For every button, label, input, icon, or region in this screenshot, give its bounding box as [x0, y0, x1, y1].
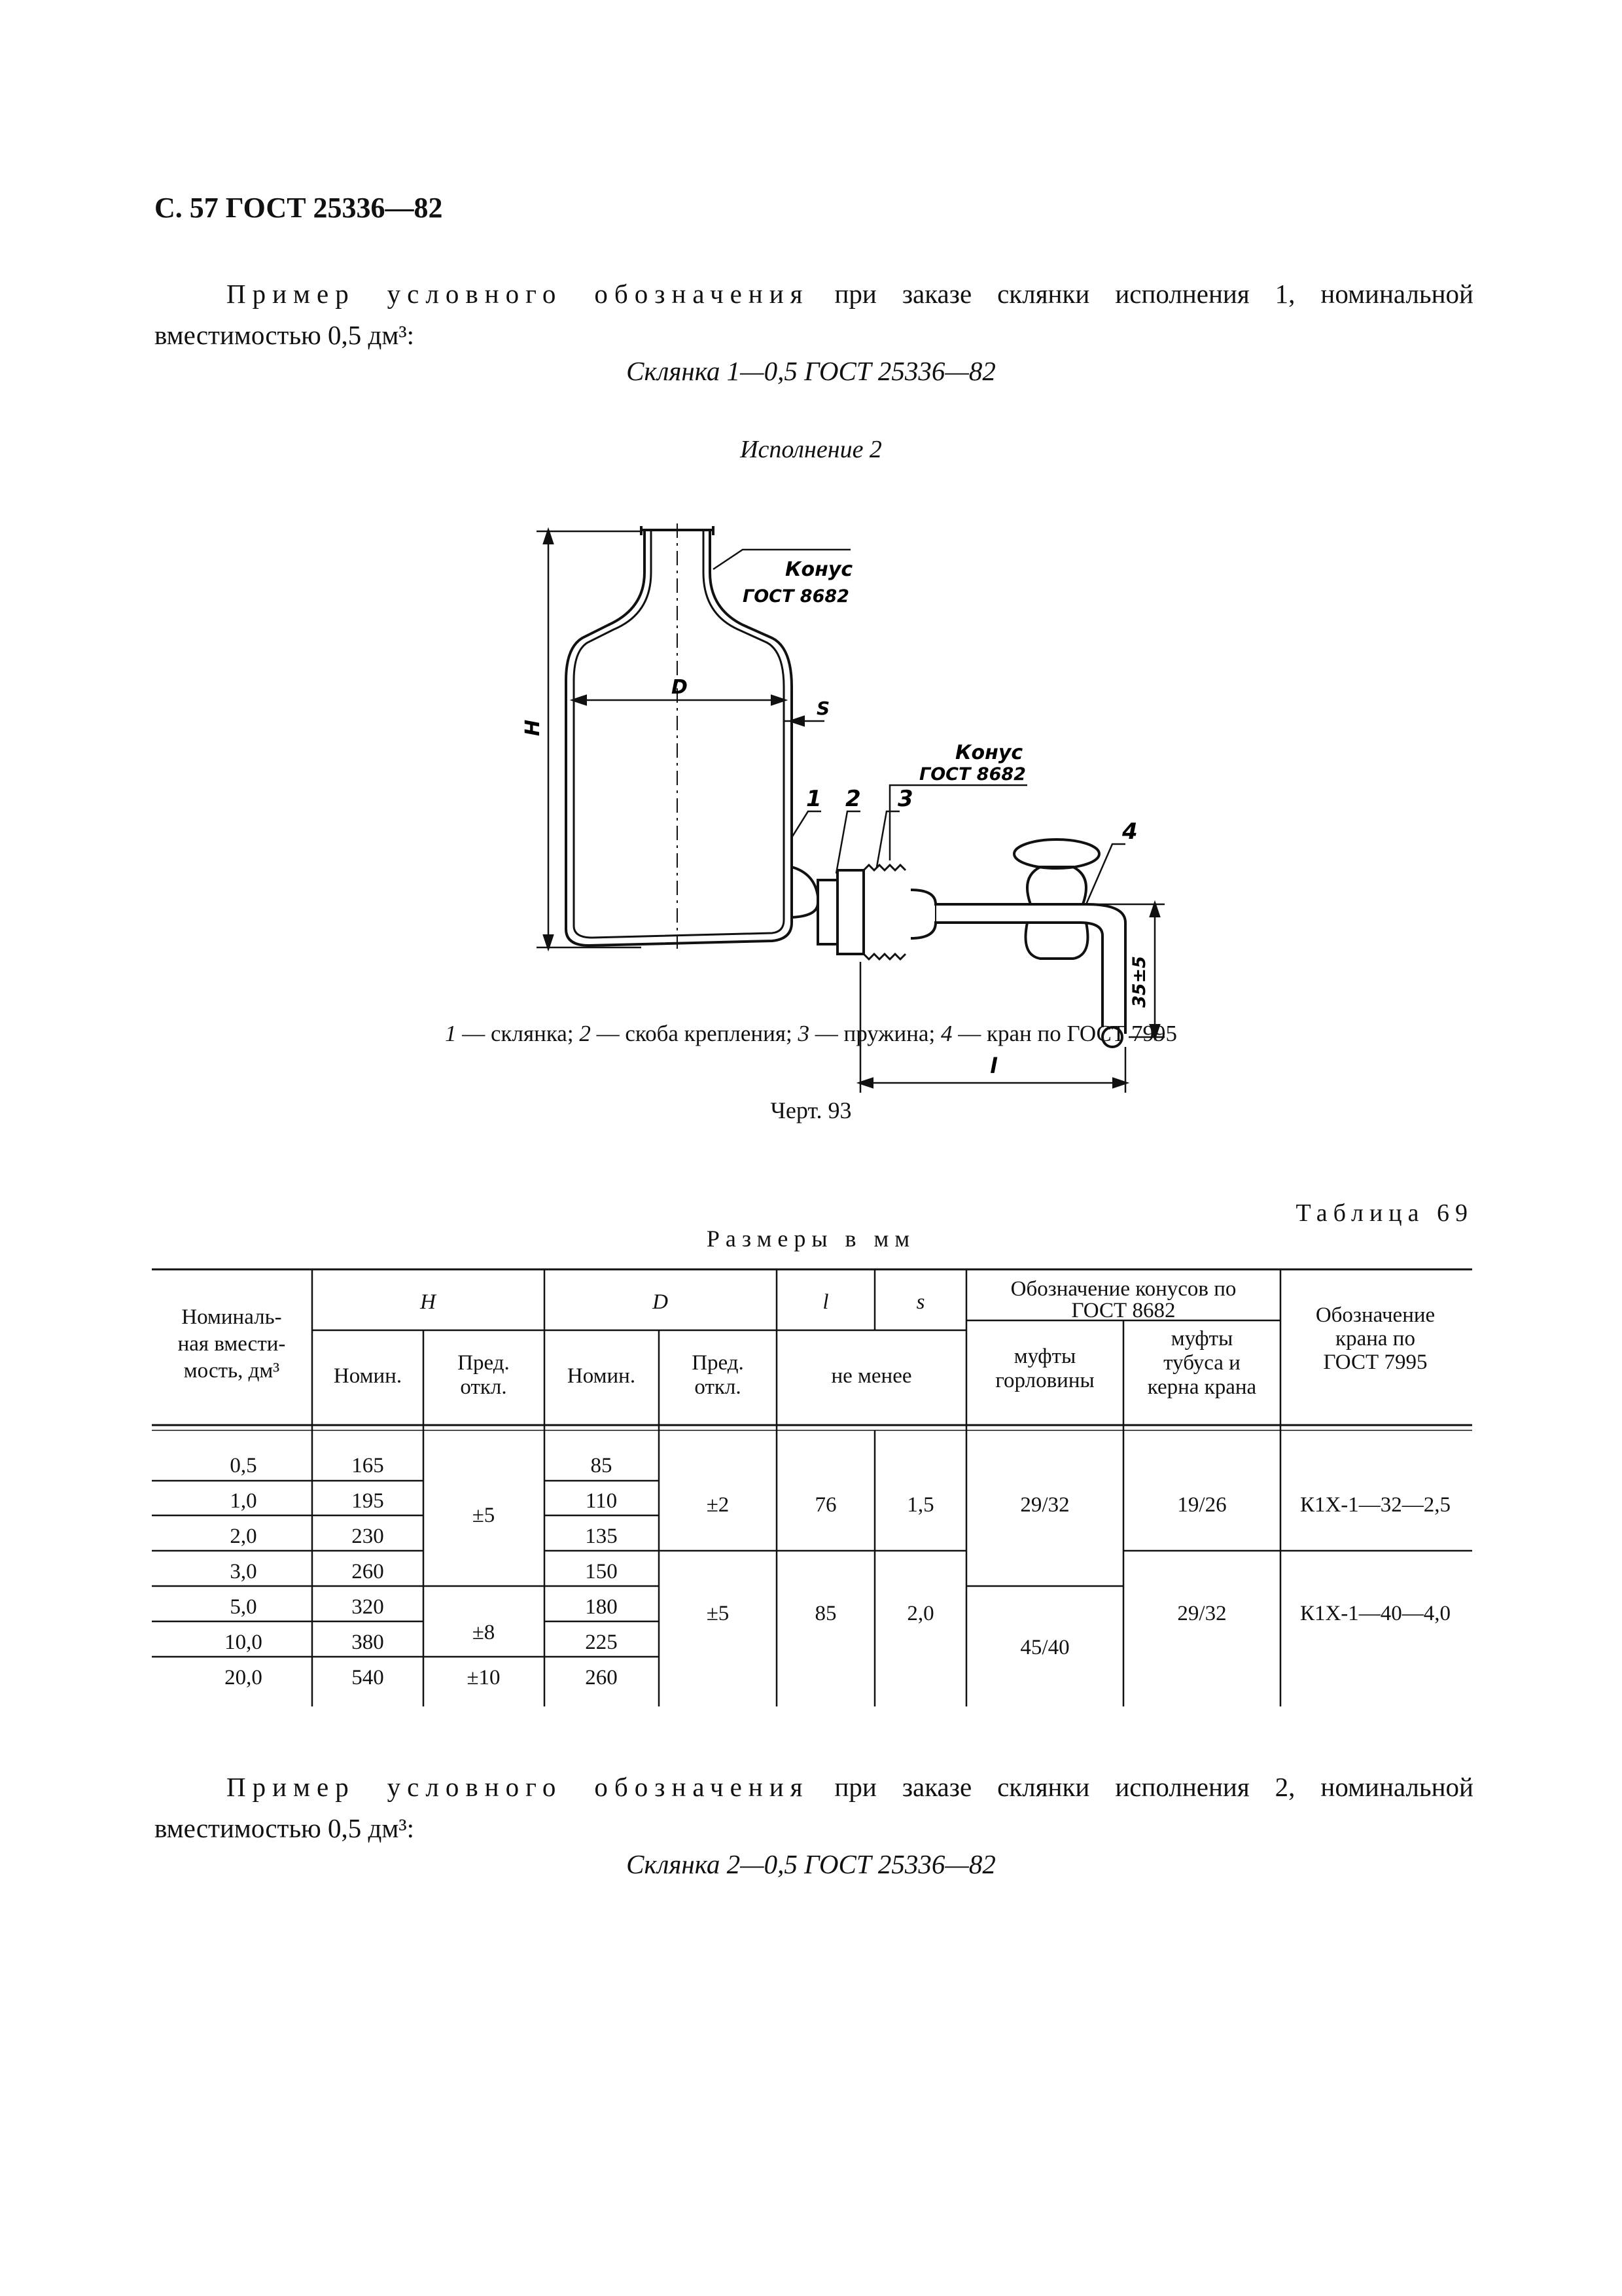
hdr-H-nomin: Номин. — [333, 1364, 402, 1388]
hdr-not-less: не менее — [831, 1364, 912, 1388]
caption-text-4: — кран по ГОСТ 7995 — [952, 1021, 1177, 1046]
cell-D-nom: 225 — [585, 1631, 618, 1654]
cell-H-nom: 260 — [351, 1560, 384, 1583]
caption-num-1: 1 — [444, 1021, 457, 1046]
cone-gost-top: ГОСТ 8682 — [743, 586, 849, 607]
example-lead: Пример условного обозначения — [226, 279, 809, 309]
caption-num-3: 3 — [798, 1021, 809, 1046]
hdr-cones-2: ГОСТ 8682 — [1071, 1299, 1176, 1322]
cell-D-nom: 135 — [585, 1525, 618, 1548]
cell-l: 85 — [815, 1602, 837, 1625]
hdr-capacity-3: мость, дм³ — [183, 1359, 280, 1383]
cell-H-tol: ±5 — [472, 1504, 495, 1527]
callout-1: 1 — [806, 786, 822, 812]
cell-H-nom: 195 — [351, 1489, 384, 1513]
cell-H-nom: 230 — [351, 1525, 384, 1548]
caption-num-2: 2 — [579, 1021, 591, 1046]
cell-tap: К1Х-1—40—4,0 — [1299, 1602, 1451, 1625]
hdr-tap-1: Обозначение — [1315, 1303, 1436, 1327]
cell-D-tol: ±2 — [706, 1493, 730, 1517]
figure-caption — [0, 1021, 1622, 1047]
dimensions-table — [152, 1268, 1473, 1713]
label-35: 35±5 — [1129, 956, 1150, 1008]
example-text: при заказе склянки исполнения 1, номинальной вместимостью 0,5 дм³: — [154, 279, 1473, 350]
hdr-H-pred-2: откл. — [460, 1375, 507, 1399]
designation-1: Склянка 1—0,5 ГОСТ 25336—82 — [626, 356, 996, 386]
hdr-l: l — [822, 1290, 829, 1314]
label-l: l — [990, 1053, 997, 1078]
table-label: Таблица 69 — [1296, 1199, 1473, 1227]
hdr-cones-1: Обозначение конусов по — [1010, 1277, 1237, 1301]
cone-label-top: Конус — [785, 558, 853, 581]
caption-num-4: 4 — [940, 1021, 953, 1046]
hdr-s: s — [916, 1290, 925, 1314]
hdr-neck-2: горловины — [995, 1369, 1095, 1392]
callout-3: 3 — [898, 786, 913, 812]
cell-capacity: 0,5 — [230, 1454, 257, 1477]
cell-capacity: 10,0 — [224, 1631, 262, 1654]
cell-D-nom: 110 — [585, 1489, 618, 1513]
callout-2: 2 — [845, 786, 861, 812]
hdr-D-pred-1: Пред. — [692, 1351, 744, 1375]
figure-title: Исполнение 2 — [740, 436, 882, 463]
hdr-tube-3: керна крана — [1147, 1375, 1257, 1399]
figure-number: Черт. 93 — [770, 1097, 852, 1123]
cell-D-nom: 150 — [585, 1560, 618, 1583]
cell-capacity: 5,0 — [230, 1595, 257, 1619]
cell-cone-tube: 19/26 — [1177, 1493, 1227, 1517]
example-text: при заказе склянки исполнения 2, номинальной вместимостью 0,5 дм³: — [154, 1772, 1473, 1843]
cell-capacity: 20,0 — [224, 1666, 262, 1689]
example-paragraph-1 — [154, 274, 1473, 356]
hdr-tube-1: муфты — [1171, 1327, 1233, 1351]
cell-tap: К1Х-1—32—2,5 — [1299, 1493, 1451, 1517]
hdr-tube-2: тубуса и — [1163, 1351, 1241, 1375]
caption-text-3: — пружина; — [809, 1021, 941, 1046]
label-H: H — [521, 719, 544, 736]
cell-cone-neck: 29/32 — [1020, 1493, 1070, 1517]
hdr-H: H — [420, 1290, 436, 1314]
hdr-D: D — [652, 1290, 668, 1314]
label-S: S — [817, 698, 830, 719]
cone-label-side: Конус — [955, 741, 1023, 764]
cell-H-tol: ±10 — [467, 1666, 501, 1689]
cell-cone-tube: 29/32 — [1177, 1602, 1227, 1625]
cell-s: 1,5 — [907, 1493, 934, 1517]
table-units: Размеры в мм — [706, 1226, 916, 1252]
cell-H-nom: 380 — [351, 1631, 384, 1654]
hdr-tap-2: крана по — [1335, 1327, 1415, 1351]
hdr-D-nomin: Номин. — [567, 1364, 636, 1388]
hdr-D-pred-2: откл. — [694, 1375, 741, 1399]
cell-capacity: 1,0 — [230, 1489, 257, 1513]
cell-H-nom: 165 — [351, 1454, 384, 1477]
example-lead: Пример условного обозначения — [226, 1772, 809, 1802]
hdr-capacity-1: Номиналь- — [181, 1305, 282, 1329]
hdr-neck-1: муфты — [1014, 1345, 1076, 1368]
cell-H-nom: 320 — [351, 1595, 384, 1619]
label-D: D — [671, 676, 688, 699]
cone-gost-side: ГОСТ 8682 — [919, 764, 1026, 785]
hdr-capacity-2: ная вмести- — [177, 1332, 286, 1356]
cell-D-nom: 180 — [585, 1595, 618, 1619]
example-paragraph-2 — [154, 1767, 1473, 1849]
cell-l: 76 — [815, 1493, 837, 1517]
callout-4: 4 — [1122, 819, 1138, 845]
cell-cone-neck: 45/40 — [1020, 1636, 1070, 1659]
cell-capacity: 2,0 — [230, 1525, 257, 1548]
hdr-tap-3: ГОСТ 7995 — [1323, 1351, 1428, 1374]
hdr-H-pred-1: Пред. — [457, 1351, 510, 1375]
caption-text-2: — скоба крепления; — [590, 1021, 798, 1046]
cell-D-nom: 260 — [585, 1666, 618, 1689]
cell-capacity: 3,0 — [230, 1560, 257, 1583]
cell-s: 2,0 — [907, 1602, 934, 1625]
page-header: С. 57 ГОСТ 25336—82 — [154, 192, 443, 224]
cell-D-tol: ±5 — [706, 1602, 730, 1625]
designation-2: Склянка 2—0,5 ГОСТ 25336—82 — [626, 1849, 996, 1879]
cell-H-tol: ±8 — [472, 1621, 495, 1644]
cell-H-nom: 540 — [351, 1666, 384, 1689]
caption-text-1: — склянка; — [456, 1021, 580, 1046]
cell-D-nom: 85 — [590, 1454, 612, 1477]
